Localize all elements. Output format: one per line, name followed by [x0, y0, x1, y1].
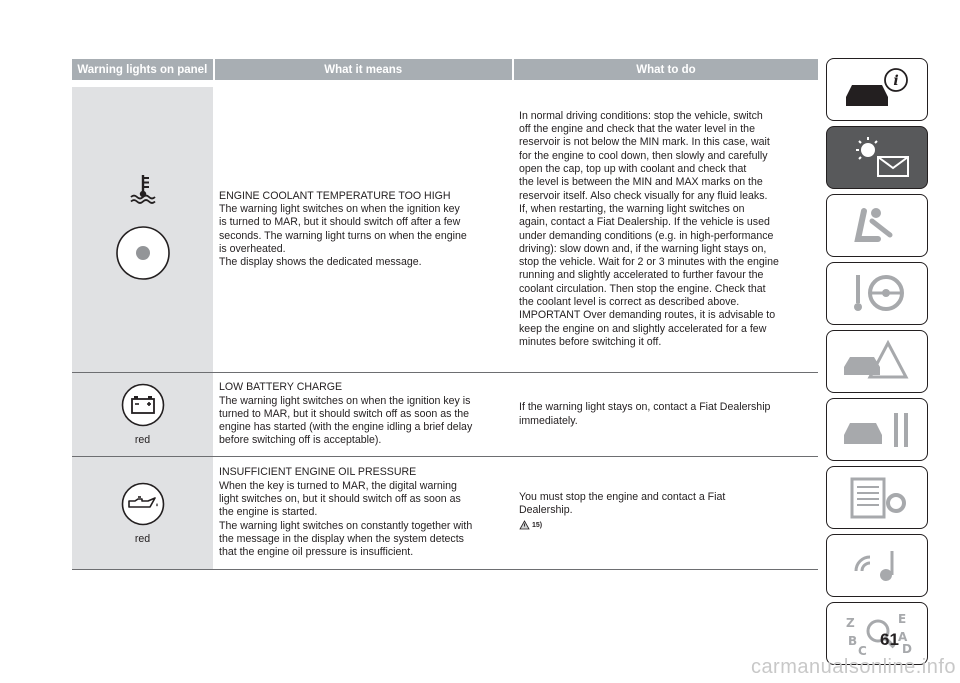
tab-technical-data[interactable]	[826, 466, 928, 529]
svg-text:A: A	[898, 629, 908, 644]
meaning-text: INSUFFICIENT ENGINE OIL PRESSURE When the key is turned to MAR, the digital warning light switches on, but it should switch off as soon as the engine is started. The warning light switches on constantly together with the message in the display when the system detects that the engine oil pressure is insufficient.	[219, 466, 473, 559]
battery-icon	[121, 383, 165, 432]
oil-pressure-icon	[121, 482, 165, 531]
meaning-cell	[213, 373, 513, 456]
warning-light-cell	[72, 87, 213, 372]
warning-triangle-icon	[519, 520, 530, 530]
tab-safety[interactable]	[826, 194, 928, 257]
tab-multimedia[interactable]	[826, 534, 928, 597]
tab-emergency[interactable]	[826, 330, 928, 393]
watermark: carmanualsonline.info	[750, 656, 956, 678]
action-text: In normal driving conditions: stop the vehicle, switch off the engine and check that the water level in the reservoir is not below the MIN mark. In this case, wait for the engine to cool down, then slowly and carefully open the cap, top up with coolant and check that the level is between the MIN and MAX marks on the reservoir itself. Also check visually for any fluid leaks. If, when restarting, the warning light switches on again, contact a Fiat Dealership. If the vehicle is used under demanding conditions (e.g. in high-performance driving): slow down and, if the warning light stays on, stop the vehicle. Wait for 2 or 3 minutes with the engine running and slightly accelerated to further favour the coolant circulation. Then stop the engine. Check that the coolant level is correct as described above. IMPORTANT Over demanding routes, it is advisable to keep the engine on and slightly accelerated for a few minutes before switching it off.	[519, 109, 779, 348]
light-color-label: red	[134, 532, 151, 545]
warning-lights-table	[72, 59, 818, 570]
table-header	[72, 59, 818, 80]
warning-light-cell	[72, 373, 213, 456]
svg-text:B: B	[848, 633, 858, 648]
table-row	[72, 457, 818, 570]
multimedia-icon	[836, 541, 918, 591]
indicator-lamp-icon	[115, 225, 171, 286]
page-number: 61	[880, 630, 899, 649]
tab-starting-driving[interactable]	[826, 262, 928, 325]
tab-car-info[interactable]	[826, 58, 928, 121]
tab-warning-lights[interactable]	[826, 126, 928, 189]
action-text: You must stop the engine and contact a Fiat Dealership.	[519, 490, 726, 516]
tab-maintenance[interactable]	[826, 398, 928, 461]
warning-reference-number: 15)	[532, 521, 543, 529]
action-text: If the warning light stays on, contact a Fiat Dealership immediately.	[519, 401, 771, 427]
warning-light-cell	[72, 457, 213, 569]
svg-text:Z: Z	[846, 615, 855, 630]
alphabetical-index-icon	[836, 609, 918, 659]
header-warning-lights: Warning lights on panel	[72, 59, 213, 80]
svg-text:D: D	[902, 641, 912, 656]
warning-lights-message-icon	[836, 133, 918, 183]
header-what-to-do: What to do	[514, 59, 818, 80]
warning-reference[interactable]	[519, 520, 542, 530]
table-row	[72, 373, 818, 457]
svg-text:E: E	[898, 611, 907, 626]
meaning-cell	[213, 87, 513, 372]
svg-text:C: C	[858, 643, 867, 658]
light-color-label: red	[134, 434, 151, 446]
header-what-it-means: What it means	[215, 59, 512, 80]
meaning-text: LOW BATTERY CHARGE The warning light switches on when the ignition key is turned to MAR, but it should switch off as soon as the engine has started (with the engine idling a brief delay before switching off is acceptable).	[219, 381, 473, 447]
svg-text:i: i	[893, 72, 899, 89]
car-maintenance-icon	[836, 405, 918, 455]
coolant-temperature-icon	[128, 172, 158, 209]
meaning-text: ENGINE COOLANT TEMPERATURE TOO HIGH The warning light switches on when the ignition key is turned to MAR, but it should switch off after a few seconds. The warning light turns on when the engine is overheated. The display shows the dedicated message.	[219, 189, 467, 269]
technical-data-icon	[836, 473, 918, 523]
chapter-sidebar	[826, 58, 928, 670]
action-cell	[513, 87, 818, 372]
car-info-icon	[836, 65, 918, 115]
airbag-seat-icon	[836, 201, 918, 251]
car-emergency-icon	[836, 337, 918, 387]
table-row	[72, 87, 818, 373]
meaning-cell	[213, 457, 513, 569]
action-cell	[513, 457, 818, 569]
steering-wheel-key-icon	[836, 269, 918, 319]
action-cell	[513, 373, 818, 456]
